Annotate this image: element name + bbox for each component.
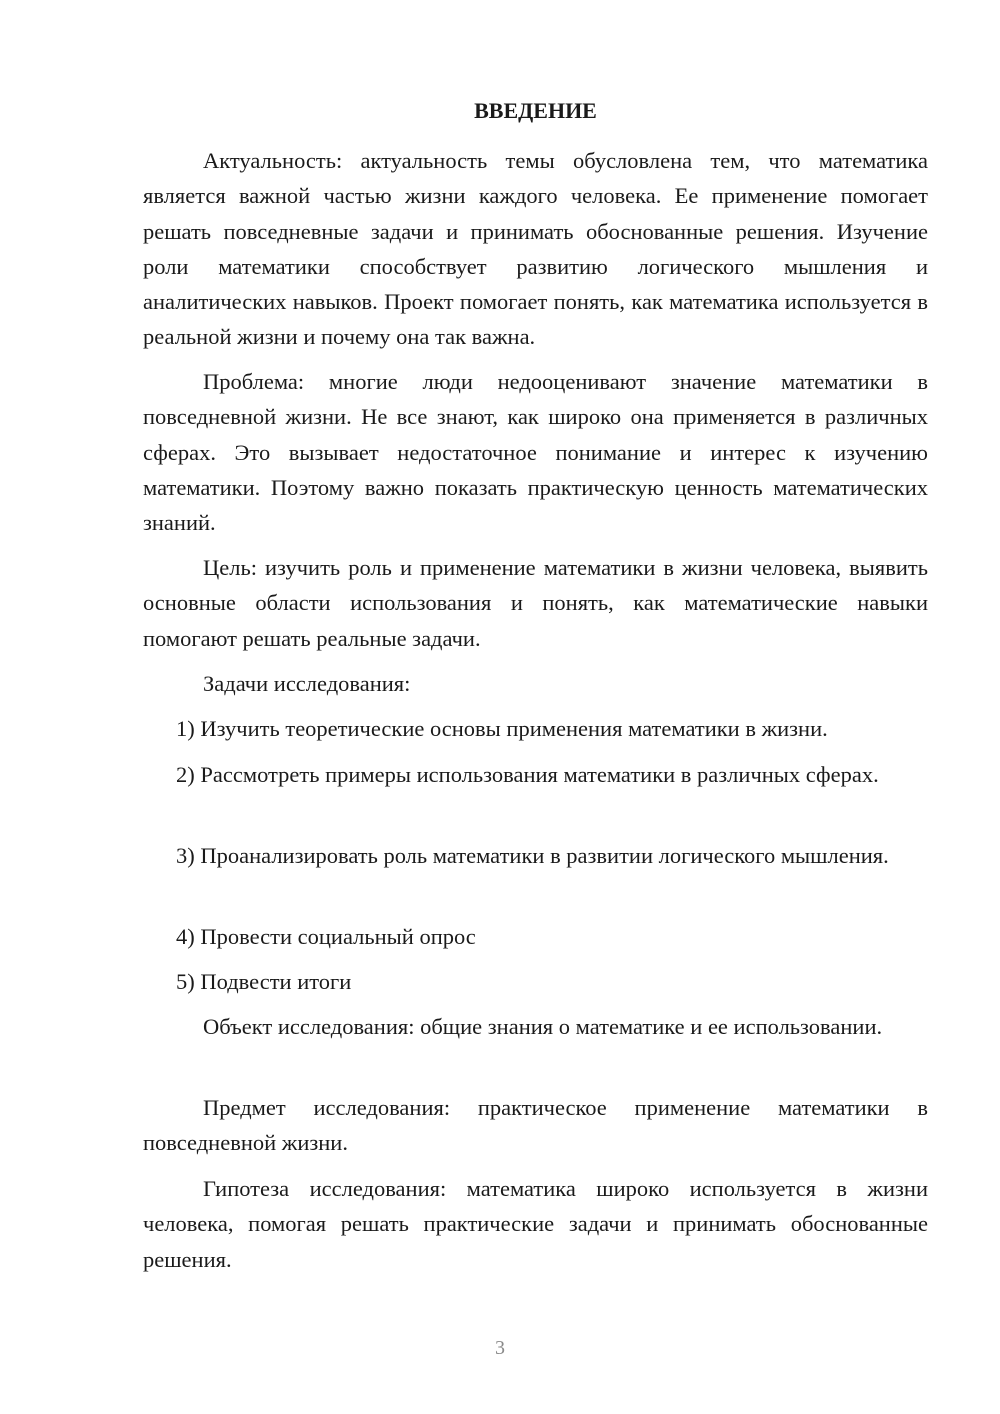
task-item-3: 3) Проанализировать роль математики в развитии логического мышления. (176, 843, 889, 868)
hypothesis-paragraph: Гипотеза исследования: математика широко используется в жизни человека, помогая решать практические задачи и принимать обоснованные решения. (143, 1176, 928, 1272)
task-item-4: 4) Провести социальный опрос (176, 924, 476, 949)
problem-paragraph: Проблема: многие люди недооценивают значение математики в повседневной жизни. Не все знают, как широко она применяется в различных сферах. Это вызывает недостаточное понимание и интерес к изучению математики. Поэтому важно показать практическую ценность математических знаний. (143, 369, 928, 536)
subject-paragraph: Предмет исследования: практическое применение математики в повседневной жизни. (143, 1095, 928, 1156)
tasks-heading: Задачи исследования: (203, 671, 411, 696)
task-item-2: 2) Рассмотреть примеры использования математики в различных сферах. (176, 762, 879, 787)
goal-paragraph: Цель: изучить роль и применение математики в жизни человека, выявить основные области использования и понять, как математические навыки помогают решать реальные задачи. (143, 555, 928, 651)
object-paragraph: Объект исследования: общие знания о математике и ее использовании. (203, 1014, 883, 1039)
task-item-5: 5) Подвести итоги (176, 969, 352, 994)
page-title: ВВЕДЕНИЕ (474, 98, 597, 123)
relevance-paragraph: Актуальность: актуальность темы обусловлена тем, что математика является важной частью жизни каждого человека. Ее применение помогает решать повседневные задачи и принимать обоснованные решения. Изучение роли математики способствует развитию логического мышления и аналитических навыков. Проект помогает понять, как математика используется в реальной жизни и почему она так важна. (143, 148, 928, 350)
page-number: 3 (495, 1337, 505, 1359)
task-item-1: 1) Изучить теоретические основы применения математики в жизни. (176, 716, 828, 741)
